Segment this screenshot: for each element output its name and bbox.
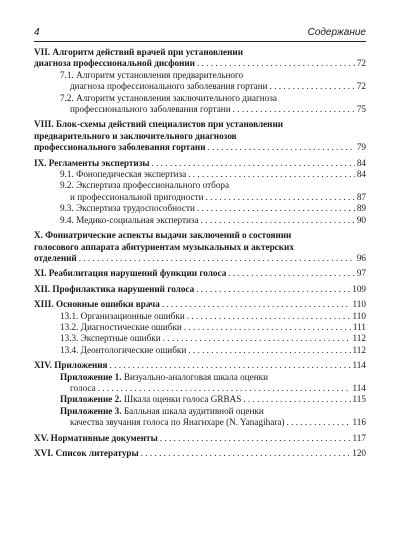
toc-page-number: 115 bbox=[352, 394, 366, 405]
toc-subsection bbox=[34, 215, 366, 226]
toc-leader-dots bbox=[206, 192, 355, 203]
toc-entry-title bbox=[60, 203, 195, 214]
toc-entry-text: отделений bbox=[34, 252, 77, 263]
toc-entry-line bbox=[60, 70, 366, 81]
toc-page-number: 84 bbox=[356, 169, 366, 180]
toc-entry-text: 13.3. Экспертные ошибки bbox=[60, 333, 161, 344]
toc-leader-dots bbox=[163, 333, 351, 344]
toc-page-number: 110 bbox=[352, 299, 366, 310]
toc-leader-dots bbox=[287, 417, 351, 428]
appendix-label: Приложение 3. bbox=[60, 405, 122, 416]
toc-entry-title bbox=[34, 230, 291, 240]
toc-leader-dots bbox=[270, 81, 355, 92]
toc-page-number: 112 bbox=[352, 333, 366, 344]
toc-leader-dots bbox=[243, 394, 350, 405]
toc-entry-title bbox=[70, 383, 96, 394]
toc-section bbox=[34, 47, 366, 70]
toc-entry-text: 7.2. Алгоритм установления заключительного диагноза bbox=[60, 92, 277, 103]
toc-entry-text: 9.4. Медико-социальная экспертиза bbox=[60, 214, 199, 225]
toc-leader-dots bbox=[141, 448, 351, 459]
toc-entry-line bbox=[60, 372, 366, 383]
toc-leader-dots bbox=[184, 322, 351, 333]
toc-entry-title bbox=[34, 158, 150, 169]
toc-entry-title bbox=[70, 417, 285, 428]
toc-page-number: 112 bbox=[352, 344, 366, 355]
toc-leader-dots bbox=[187, 311, 351, 322]
toc-entry-text: X. Фониатрические аспекты выдачи заключений о состоянии bbox=[34, 230, 292, 241]
toc-leader-dots bbox=[188, 345, 350, 356]
toc-entry-line bbox=[60, 311, 366, 322]
toc-section bbox=[34, 360, 366, 371]
toc-entry-title bbox=[34, 433, 158, 444]
toc-entry-title bbox=[34, 131, 237, 141]
toc-entry-title bbox=[70, 81, 268, 92]
toc-entry-title bbox=[60, 333, 161, 344]
toc-entry-line bbox=[60, 93, 366, 104]
toc-entry-title bbox=[60, 180, 229, 190]
toc-page-number: 116 bbox=[352, 417, 366, 428]
toc-entry-line bbox=[60, 383, 366, 394]
toc-entry-line bbox=[34, 47, 366, 58]
toc-subsection bbox=[34, 93, 366, 116]
toc-entry-text: и профессиональной пригодности bbox=[70, 191, 204, 202]
toc-appendix bbox=[34, 406, 366, 429]
toc-entry-text: XIV. Приложения bbox=[34, 360, 108, 371]
toc-section bbox=[34, 158, 366, 169]
toc-entry-line bbox=[34, 158, 366, 169]
toc-section bbox=[34, 230, 366, 264]
toc-leader-dots bbox=[228, 268, 355, 279]
toc-section bbox=[34, 448, 366, 459]
toc-page-number: 96 bbox=[356, 252, 366, 263]
toc-page-number: 111 bbox=[352, 321, 366, 332]
toc-entry-text: 13.1. Организационные ошибки bbox=[60, 310, 185, 321]
table-of-contents bbox=[34, 47, 366, 459]
toc-entry-text: профессионального заболевания гортани bbox=[34, 142, 206, 153]
toc-leader-dots bbox=[197, 203, 355, 214]
toc-leader-dots bbox=[208, 142, 355, 153]
toc-entry-text: 13.4. Деонтологические ошибки bbox=[60, 344, 187, 355]
toc-entry-text: XV. Нормативные документы bbox=[34, 432, 158, 443]
toc-entry-text: 9.1. Фонопедическая экспертиза bbox=[60, 169, 187, 180]
toc-entry-title bbox=[60, 215, 199, 226]
toc-entry-title bbox=[60, 311, 185, 322]
toc-entry-title bbox=[34, 142, 206, 153]
toc-entry-title bbox=[34, 299, 160, 310]
toc-leader-dots bbox=[152, 158, 355, 169]
toc-entry-line bbox=[60, 169, 366, 180]
toc-entry-line bbox=[60, 203, 366, 214]
toc-page-number: 114 bbox=[352, 382, 366, 393]
toc-section bbox=[34, 284, 366, 295]
toc-entry-title bbox=[34, 58, 195, 69]
toc-page-number: 110 bbox=[352, 310, 366, 321]
toc-entry-text: VII. Алгоритм действий врачей при установлении bbox=[34, 47, 243, 57]
toc-entry-line bbox=[60, 192, 366, 203]
toc-entry-line bbox=[34, 230, 366, 241]
toc-entry-title bbox=[60, 372, 268, 382]
toc-leader-dots bbox=[79, 253, 355, 264]
toc-entry-text: Шкала оценки голоса GRBAS bbox=[121, 394, 242, 405]
toc-page-number: 90 bbox=[356, 214, 366, 225]
toc-entry-title bbox=[34, 47, 243, 57]
toc-entry-text: диагноза профессионального заболевания гортани bbox=[70, 81, 268, 92]
toc-page-number: 97 bbox=[356, 268, 366, 279]
toc-entry-line bbox=[34, 448, 366, 459]
toc-page-number: 117 bbox=[352, 432, 366, 443]
toc-page-number: 72 bbox=[356, 81, 366, 92]
toc-entry-line bbox=[60, 345, 366, 356]
toc-entry-title bbox=[34, 360, 108, 371]
toc-entry-title bbox=[60, 70, 243, 80]
toc-subsection bbox=[34, 311, 366, 322]
toc-page-number: 120 bbox=[352, 448, 366, 458]
toc-entry-line bbox=[60, 322, 366, 333]
toc-entry-title bbox=[34, 253, 77, 264]
toc-entry-text: голоса bbox=[70, 382, 96, 393]
toc-subsection bbox=[34, 180, 366, 203]
toc-entry-line bbox=[60, 406, 366, 417]
toc-section bbox=[34, 268, 366, 279]
toc-entry-text: предварительного и заключительного диагнозов bbox=[34, 130, 237, 141]
toc-entry-line bbox=[34, 284, 366, 295]
toc-entry-text: профессионального заболевания гортани bbox=[70, 104, 231, 115]
appendix-label: Приложение 2. bbox=[60, 394, 122, 405]
toc-entry-line bbox=[60, 81, 366, 92]
toc-entry-title bbox=[60, 345, 186, 356]
toc-subsection bbox=[34, 203, 366, 214]
toc-page-number: 87 bbox=[356, 191, 366, 202]
toc-entry-title bbox=[34, 242, 294, 252]
toc-entry-line bbox=[60, 394, 366, 405]
toc-leader-dots bbox=[110, 360, 351, 371]
toc-entry-title bbox=[34, 119, 283, 129]
toc-entry-title bbox=[34, 448, 139, 459]
toc-leader-dots bbox=[98, 383, 351, 394]
page-number: 4 bbox=[34, 27, 40, 38]
toc-entry-line bbox=[34, 433, 366, 444]
toc-leader-dots bbox=[233, 104, 355, 115]
toc-leader-dots bbox=[160, 433, 351, 444]
toc-entry-text: VIII. Блок-схемы действий специалистов при установлении bbox=[34, 119, 284, 130]
toc-entry-title bbox=[70, 192, 204, 203]
toc-page-number: 84 bbox=[356, 157, 366, 168]
toc-subsection bbox=[34, 322, 366, 333]
toc-entry-text: качества звучания голоса по Янагихаре (N. Yanagihara) bbox=[70, 417, 285, 428]
toc-entry-title bbox=[60, 169, 186, 180]
toc-entry-text: 9.2. Экспертиза профессионального отбора bbox=[60, 180, 230, 191]
toc-section bbox=[34, 119, 366, 153]
toc-entry-line bbox=[60, 104, 366, 115]
toc-subsection bbox=[34, 345, 366, 356]
toc-page-number: 89 bbox=[356, 203, 366, 214]
toc-page-number: 79 bbox=[356, 142, 366, 153]
toc-page-number: 109 bbox=[352, 283, 366, 294]
toc-entry-text: 7.1. Алгоритм установления предварительного bbox=[60, 69, 244, 80]
toc-leader-dots bbox=[201, 215, 355, 226]
toc-appendix bbox=[34, 394, 366, 405]
toc-entry-text: IX. Регламенты экспертизы bbox=[34, 157, 150, 168]
toc-entry-line bbox=[34, 360, 366, 371]
toc-entry-line bbox=[34, 58, 366, 69]
toc-entry-title bbox=[70, 104, 231, 115]
toc-entry-title bbox=[60, 93, 277, 103]
toc-entry-line bbox=[34, 119, 366, 130]
toc-entry-line bbox=[34, 253, 366, 264]
toc-appendix bbox=[34, 372, 366, 395]
toc-leader-dots bbox=[162, 299, 351, 310]
toc-entry-line bbox=[34, 242, 366, 253]
page-header bbox=[34, 27, 366, 42]
appendix-label: Приложение 1. bbox=[60, 371, 122, 382]
toc-entry-title bbox=[34, 284, 194, 295]
toc-entry-line bbox=[34, 299, 366, 310]
toc-entry-title bbox=[60, 406, 264, 416]
toc-entry-text: Визуально-аналоговая шкала оценки bbox=[121, 371, 268, 382]
running-title: Содержание bbox=[307, 27, 366, 38]
toc-entry-text: Балльная шкала аудитивной оценки bbox=[121, 405, 264, 416]
toc-entry-text: XIII. Основные ошибки врача bbox=[34, 299, 160, 310]
toc-entry-line bbox=[34, 142, 366, 153]
toc-entry-text: XII. Профилактика нарушений голоса bbox=[34, 283, 195, 294]
toc-page-number: 72 bbox=[356, 58, 366, 69]
toc-entry-line bbox=[60, 417, 366, 428]
toc-section bbox=[34, 299, 366, 310]
toc-page-number: 75 bbox=[356, 104, 366, 115]
toc-entry-text: XI. Реабилитация нарушений функции голоса bbox=[34, 268, 227, 279]
toc-entry-text: 13.2. Диагностические ошибки bbox=[60, 321, 182, 332]
toc-entry-text: диагноза профессиональной дисфонии bbox=[34, 58, 195, 69]
toc-entry-line bbox=[34, 268, 366, 279]
toc-entry-line bbox=[60, 333, 366, 344]
toc-section bbox=[34, 433, 366, 444]
toc-leader-dots bbox=[197, 58, 355, 69]
toc-leader-dots bbox=[196, 284, 350, 295]
toc-entry-title bbox=[60, 322, 182, 333]
toc-entry-title bbox=[60, 394, 241, 405]
toc-subsection bbox=[34, 333, 366, 344]
toc-entry-line bbox=[34, 131, 366, 142]
toc-subsection bbox=[34, 169, 366, 180]
toc-entry-title bbox=[34, 268, 226, 279]
toc-entry-text: голосового аппарата абитуриентам музыкальных и актерских bbox=[34, 241, 294, 252]
toc-entry-line bbox=[60, 215, 366, 226]
toc-entry-text: XVI. Список литературы bbox=[34, 448, 139, 458]
toc-page-number: 114 bbox=[352, 360, 366, 371]
toc-entry-text: 9.3. Экспертиза трудоспособности bbox=[60, 203, 195, 214]
toc-subsection bbox=[34, 70, 366, 93]
toc-entry-line bbox=[60, 180, 366, 191]
toc-leader-dots bbox=[188, 169, 355, 180]
